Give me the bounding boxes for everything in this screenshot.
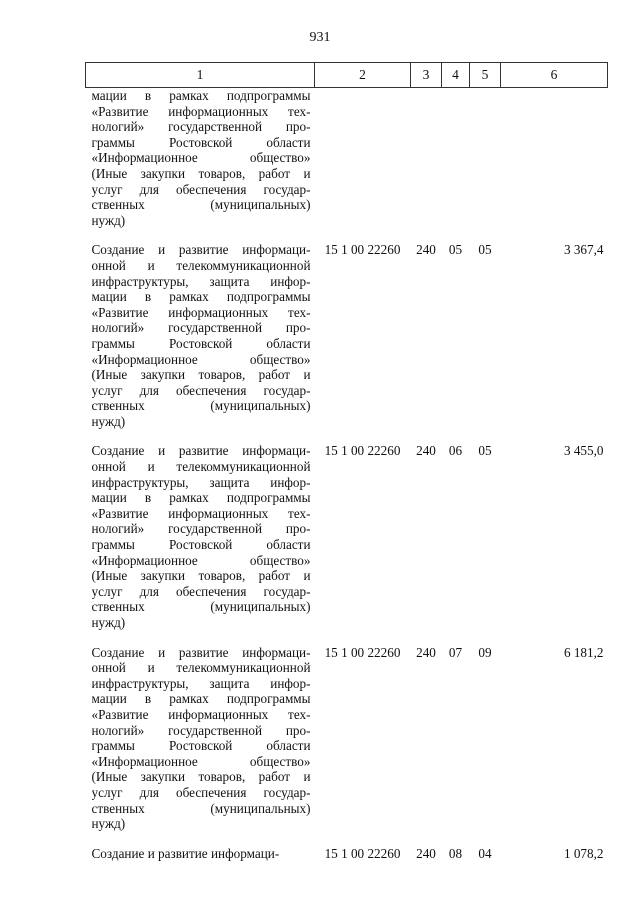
- description-line: мации в рамках подпрограммы: [91, 490, 311, 506]
- subsection-code: 05: [478, 443, 492, 459]
- description-line: Создание и развитие информаци-: [91, 443, 311, 459]
- expense-type-code: 240: [416, 644, 436, 660]
- description-line: «Развитие информационных тех-: [91, 304, 311, 320]
- expense-type-code: 240: [416, 242, 436, 258]
- description-line: ственных (муниципальных): [91, 800, 311, 816]
- description-line: «Развитие информационных тех-: [91, 706, 311, 722]
- description-line: инфраструктуры, защита инфор-: [91, 675, 311, 691]
- description-line: «Информационное общество»: [91, 150, 311, 166]
- description-line: ственных (муниципальных): [91, 197, 311, 213]
- description-line: инфраструктуры, защита инфор-: [91, 273, 311, 289]
- row-description: [86, 846, 315, 862]
- header-col-3: 3: [411, 63, 442, 88]
- continuation-description: [86, 88, 315, 229]
- target-article-code: 15 1 00 22260: [324, 644, 401, 660]
- row-spacer: [86, 832, 608, 846]
- amount-value: 3 367,4: [563, 242, 604, 258]
- description-line: Создание и развитие информаци-: [91, 845, 280, 861]
- budget-table: [85, 62, 608, 861]
- description-line: Создание и развитие информаци-: [91, 644, 311, 660]
- target-article-code: 15 1 00 22260: [324, 443, 401, 459]
- description-line: «Развитие информационных тех-: [91, 103, 311, 119]
- description-line: услуг для обеспечения государ-: [91, 382, 311, 398]
- description-line: граммы Ростовской области: [91, 537, 311, 553]
- description-line: (Иные закупки товаров, работ и: [91, 568, 311, 584]
- table-row: [86, 443, 608, 630]
- expense-type-code: 240: [416, 845, 436, 861]
- description-line: мации в рамках подпрограммы: [91, 691, 311, 707]
- row-description: [86, 242, 315, 429]
- description-line: мации в рамках подпрограммы: [91, 88, 311, 103]
- description-line: (Иные закупки товаров, работ и: [91, 367, 311, 383]
- table-row: [86, 846, 608, 862]
- description-line: онной и телекоммуникационной: [91, 660, 311, 676]
- table-body: [86, 88, 608, 862]
- target-article-code: 15 1 00 22260: [324, 242, 401, 258]
- description-line: «Развитие информационных тех-: [91, 505, 311, 521]
- description-line: нологий» государственной про-: [91, 722, 311, 738]
- expense-type-code: 240: [416, 443, 436, 459]
- description-line: (Иные закупки товаров, работ и: [91, 769, 311, 785]
- amount-value: 3 455,0: [563, 443, 604, 459]
- row-description: [86, 443, 315, 630]
- description-line: «Информационное общество»: [91, 753, 311, 769]
- description-line: нужд): [91, 615, 126, 630]
- row-spacer: [86, 631, 608, 645]
- description-line: услуг для обеспечения государ-: [91, 181, 311, 197]
- description-line: «Информационное общество»: [91, 552, 311, 568]
- description-line: Создание и развитие информаци-: [91, 242, 311, 258]
- description-line: услуг для обеспечения государ-: [91, 583, 311, 599]
- header-col-5: 5: [470, 63, 501, 88]
- description-line: нологий» государственной про-: [91, 119, 311, 135]
- amount-value: 1 078,2: [563, 845, 604, 861]
- description-line: нужд): [91, 212, 126, 228]
- row-spacer: [86, 228, 608, 242]
- description-line: «Информационное общество»: [91, 351, 311, 367]
- description-line: мации в рамках подпрограммы: [91, 289, 311, 305]
- description-line: нужд): [91, 413, 126, 429]
- continuation-row: [86, 88, 608, 229]
- page-number: 931: [309, 30, 331, 45]
- target-article-code: 15 1 00 22260: [324, 845, 401, 861]
- amount-value: 6 181,2: [563, 644, 604, 660]
- section-code: 05: [448, 242, 463, 258]
- description-line: нужд): [91, 816, 126, 832]
- row-description: [86, 645, 315, 832]
- header-col-2: 2: [315, 63, 411, 88]
- table-row: [86, 645, 608, 832]
- description-line: (Иные закупки товаров, работ и: [91, 165, 311, 181]
- header-col-4: 4: [442, 63, 470, 88]
- section-code: 07: [448, 644, 463, 660]
- description-line: онной и телекоммуникационной: [91, 459, 311, 475]
- row-spacer: [86, 429, 608, 443]
- subsection-code: 09: [478, 644, 492, 660]
- table-header: [86, 63, 608, 88]
- subsection-code: 04: [478, 845, 492, 861]
- description-line: онной и телекоммуникационной: [91, 257, 311, 273]
- subsection-code: 05: [478, 242, 492, 258]
- description-line: ственных (муниципальных): [91, 599, 311, 615]
- description-line: ственных (муниципальных): [91, 398, 311, 414]
- section-code: 06: [448, 443, 463, 459]
- description-line: нологий» государственной про-: [91, 320, 311, 336]
- description-line: граммы Ростовской области: [91, 134, 311, 150]
- description-line: услуг для обеспечения государ-: [91, 784, 311, 800]
- section-code: 08: [448, 845, 463, 861]
- description-line: граммы Ростовской области: [91, 335, 311, 351]
- description-line: граммы Ростовской области: [91, 738, 311, 754]
- header-row: [86, 63, 608, 88]
- header-col-6: 6: [501, 63, 608, 88]
- header-col-1: 1: [86, 63, 315, 88]
- description-line: нологий» государственной про-: [91, 521, 311, 537]
- description-line: инфраструктуры, защита инфор-: [91, 474, 311, 490]
- table-row: [86, 242, 608, 429]
